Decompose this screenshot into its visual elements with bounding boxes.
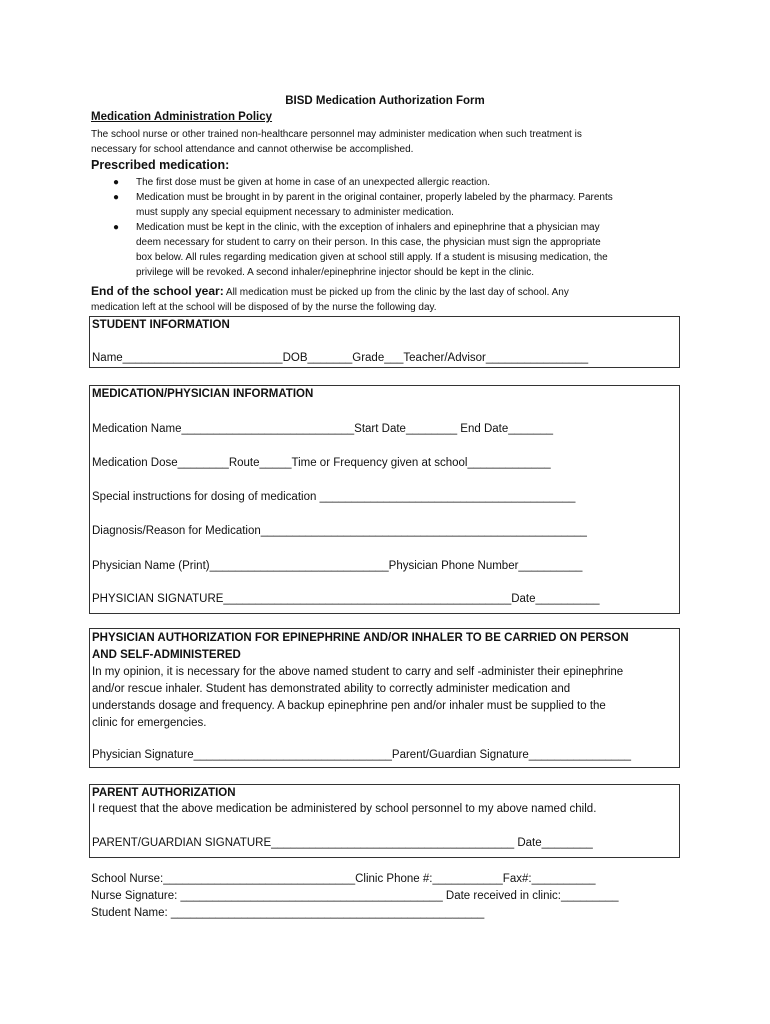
medication-dose-field[interactable]: Medication Dose________Route_____Time or Frequency given at school_____________ [92,457,551,469]
authorization-text-line: In my opinion, it is necessary for the above named student to carry and self -administer their epinephrine [92,666,624,678]
authorization-text-line: clinic for emergencies. [92,717,207,729]
list-item-text: box below. All rules regarding medication given at school still apply. If a student is misusing medication, the [136,252,608,263]
authorization-signature-field[interactable]: Physician Signature_______________________________Parent/Guardian Signature________________ [92,749,632,761]
policy-intro-line: The school nurse or other trained non-healthcare personnel may administer medication when such treatment is [91,129,582,140]
medication-info-heading: MEDICATION/PHYSICIAN INFORMATION [92,388,314,400]
end-of-year-line [91,284,691,300]
school-nurse-field[interactable]: School Nurse:______________________________Clinic Phone #:___________Fax#:__________ [91,873,596,885]
form-title: BISD Medication Authorization Form [285,95,485,107]
special-instructions-field[interactable]: Special instructions for dosing of medication ________________________________________ [92,491,576,503]
end-of-year-section [91,284,691,315]
end-of-year-heading: End of the school year: [91,284,224,298]
authorization-paragraph [92,664,682,732]
bullet-icon: ● [113,177,120,188]
student-name-field[interactable]: Name_________________________DOB_______Grade___Teacher/Advisor________________ [92,352,589,364]
list-item-text: Medication must be brought in by parent in the original container, properly labeled by the pharmacy. Parents [136,192,613,203]
policy-heading: Medication Administration Policy [91,111,273,123]
prescribed-list [91,175,691,280]
authorization-text-line: and/or rescue inhaler. Student has demonstrated ability to correctly administer medication and [92,683,571,695]
list-item-text: Medication must be kept in the clinic, with the exception of inhalers and epinephrine that a physician may [136,222,600,233]
authorization-text-line: understands dosage and frequency. A backup epinephrine pen and/or inhaler must be supplied to the [92,700,606,712]
policy-intro-line: necessary for school attendance and cannot otherwise be accomplished. [91,144,414,155]
bullet-icon: ● [113,222,120,233]
list-item [91,220,691,280]
parent-request-text: I request that the above medication be administered by school personnel to my above named child. [92,803,597,815]
bullet-icon: ● [113,192,120,203]
physician-name-field[interactable]: Physician Name (Print)____________________________Physician Phone Number__________ [92,560,583,572]
nurse-signature-field[interactable]: Nurse Signature: _________________________________________ Date received in clinic:_________ [91,890,619,902]
physician-signature-field[interactable]: PHYSICIAN SIGNATURE_____________________________________________Date__________ [92,593,600,605]
parent-signature-field[interactable]: PARENT/GUARDIAN SIGNATURE______________________________________ Date________ [92,837,593,849]
physician-authorization-box [89,628,680,768]
student-info-box [89,316,680,368]
list-item-text: The first dose must be given at home in case of an unexpected allergic reaction. [136,177,491,188]
student-name-footer-field[interactable]: Student Name: _________________________________________________ [91,907,485,919]
parent-authorization-heading: PARENT AUTHORIZATION [92,787,236,799]
medication-info-box [89,385,680,614]
end-of-year-text: All medication must be picked up from the clinic by the last day of school. Any [223,287,569,298]
list-item-text: deem necessary for student to carry on their person. In this case, the physician must sign the appropriate [136,237,601,248]
list-item [91,175,691,190]
prescribed-heading: Prescribed medication: [91,158,230,172]
list-item-text: must supply any special equipment necessary to administer medication. [136,207,454,218]
diagnosis-field[interactable]: Diagnosis/Reason for Medication___________________________________________________ [92,525,587,537]
authorization-heading-line: PHYSICIAN AUTHORIZATION FOR EPINEPHRINE AND/OR INHALER TO BE CARRIED ON PERSON [92,632,629,644]
authorization-heading-line: AND SELF-ADMINISTERED [92,649,241,661]
student-info-heading: STUDENT INFORMATION [92,319,230,331]
end-of-year-text: medication left at the school will be disposed of by the nurse the following day. [91,302,437,313]
policy-intro [91,127,691,157]
list-item [91,190,691,220]
list-item-text: privilege will be revoked. A second inhaler/epinephrine injector should be kept in the clinic. [136,267,535,278]
medication-name-field[interactable]: Medication Name___________________________Start Date________ End Date_______ [92,423,554,435]
parent-authorization-box [89,784,680,858]
authorization-heading [92,630,682,664]
